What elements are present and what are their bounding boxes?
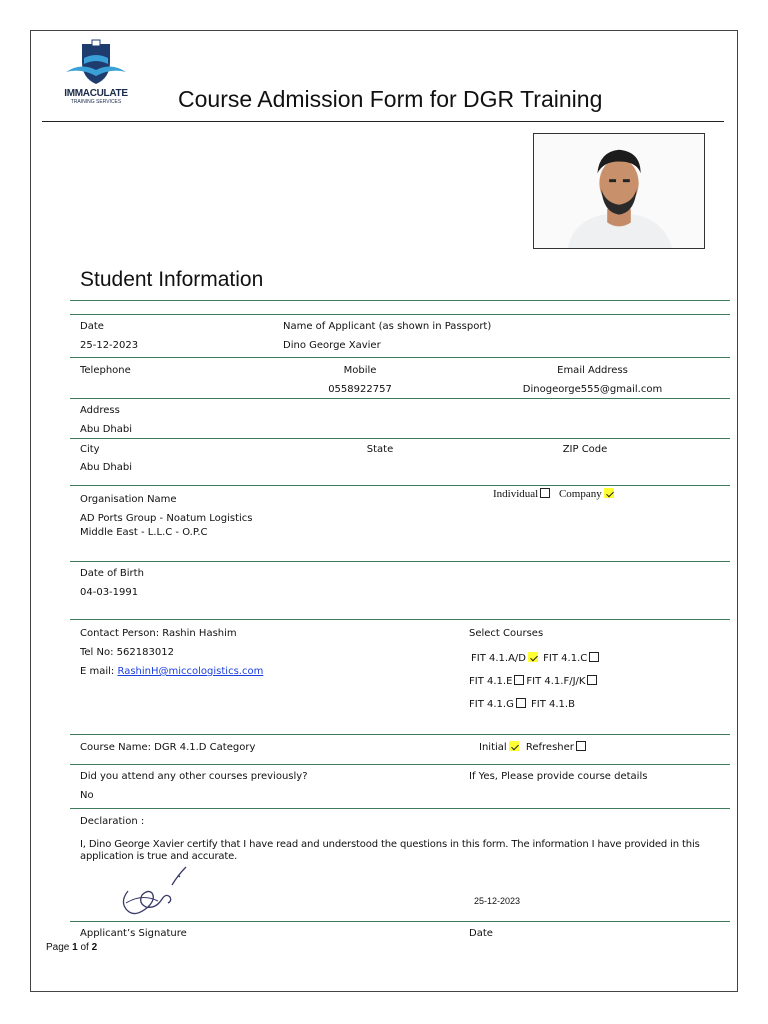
individual-checkbox[interactable] [540, 488, 550, 498]
previous-courses-value: No [80, 790, 94, 801]
logo-subtext: TRAINING SERVICES [70, 99, 122, 105]
contact-email-prefix: E mail: [80, 666, 118, 677]
course-label: FIT 4.1.G [469, 699, 514, 710]
course-label: FIT 4.1.C [543, 653, 588, 664]
course-label: FIT 4.1.E [469, 676, 513, 687]
page-number [46, 942, 97, 954]
divider [70, 314, 730, 315]
declaration-text: I, Dino George Xavier certify that I have read and understood the questions in this form. The information I have provided in this application is true and accurate. [80, 839, 700, 862]
city-label: City [80, 444, 100, 455]
course-row-1 [471, 652, 601, 665]
divider [70, 485, 730, 486]
course-checkbox-fit-4-1-e[interactable] [514, 675, 524, 685]
dob-value: 04-03-1991 [80, 587, 139, 598]
person-photo-icon [534, 134, 704, 248]
previous-courses-label: Did you attend any other courses previously? [80, 771, 308, 782]
organisation-value-line1: AD Ports Group - Noatum Logistics [80, 513, 253, 524]
applicant-photo [533, 133, 705, 249]
course-checkbox-fit-4-1-g[interactable] [516, 698, 526, 708]
mobile-value: 0558922757 [328, 384, 392, 395]
divider [70, 619, 730, 620]
initial-checkbox[interactable] [509, 741, 519, 751]
course-label: FIT 4.1.B [531, 699, 575, 710]
page-prefix: Page [46, 942, 73, 953]
course-type-options [479, 741, 588, 754]
date-signature-label: Date [469, 928, 493, 939]
divider [70, 357, 730, 358]
divider [70, 561, 730, 562]
page-title: Course Admission Form for DGR Training [178, 86, 603, 112]
mobile-label: Mobile [343, 365, 377, 376]
org-type-options [493, 488, 616, 500]
section-title: Student Information [80, 268, 264, 291]
course-row-2 [469, 675, 599, 688]
divider [70, 808, 730, 809]
course-name: Course Name: DGR 4.1.D Category [80, 742, 256, 753]
refresher-label: Refresher [525, 742, 574, 753]
course-checkbox-fit-4-1-f-j-k[interactable] [587, 675, 597, 685]
page-total: 2 [91, 942, 98, 953]
city-value: Abu Dhabi [80, 462, 132, 473]
course-checkbox-fit-4-1-c[interactable] [589, 652, 599, 662]
signature-label: Applicant’s Signature [80, 928, 187, 939]
individual-label: Individual [493, 488, 539, 500]
signature-icon [112, 863, 192, 921]
organisation-value-line2: Middle East - L.L.C - O.P.C [80, 527, 208, 538]
declaration-label: Declaration : [80, 816, 145, 827]
state-label: State [366, 444, 394, 455]
email-value: Dinogeorge555@gmail.com [522, 384, 663, 395]
select-courses-label: Select Courses [469, 628, 544, 639]
logo-text: IMMACULATE [64, 88, 128, 99]
signature-date-value: 25-12-2023 [474, 896, 521, 906]
course-label: FIT 4.1.F/J/K [526, 676, 586, 687]
telephone-label: Telephone [80, 365, 131, 376]
course-checkbox-fit-4-1-a-d[interactable] [528, 652, 538, 662]
contact-email [80, 666, 263, 678]
company-checkbox[interactable] [604, 488, 614, 498]
divider [70, 438, 730, 439]
initial-label: Initial [479, 742, 507, 753]
course-label: FIT 4.1.A/D [471, 653, 526, 664]
date-label: Date [80, 321, 104, 332]
page-current: 1 [72, 942, 78, 953]
date-value: 25-12-2023 [80, 340, 139, 351]
contact-person: Contact Person: Rashin Hashim [80, 628, 237, 639]
divider [70, 300, 730, 301]
organisation-label: Organisation Name [80, 494, 177, 505]
email-label: Email Address [557, 365, 628, 376]
divider [70, 921, 730, 922]
divider [70, 734, 730, 735]
contact-email-link[interactable]: RashinH@miccologistics.com [117, 666, 264, 677]
applicant-name-value: Dino George Xavier [283, 340, 381, 351]
page-of: of [77, 942, 92, 953]
company-label: Company [558, 488, 602, 500]
course-details-label: If Yes, Please provide course details [469, 771, 648, 782]
divider [70, 398, 730, 399]
header-divider [42, 121, 724, 122]
applicant-name-label: Name of Applicant (as shown in Passport) [283, 321, 492, 332]
address-value: Abu Dhabi [80, 424, 132, 435]
contact-tel: Tel No: 562183012 [80, 647, 174, 658]
dob-label: Date of Birth [80, 568, 144, 579]
course-row-3 [469, 698, 575, 711]
address-label: Address [80, 405, 120, 416]
zip-label: ZIP Code [562, 444, 608, 455]
divider [70, 764, 730, 765]
refresher-checkbox[interactable] [576, 741, 586, 751]
